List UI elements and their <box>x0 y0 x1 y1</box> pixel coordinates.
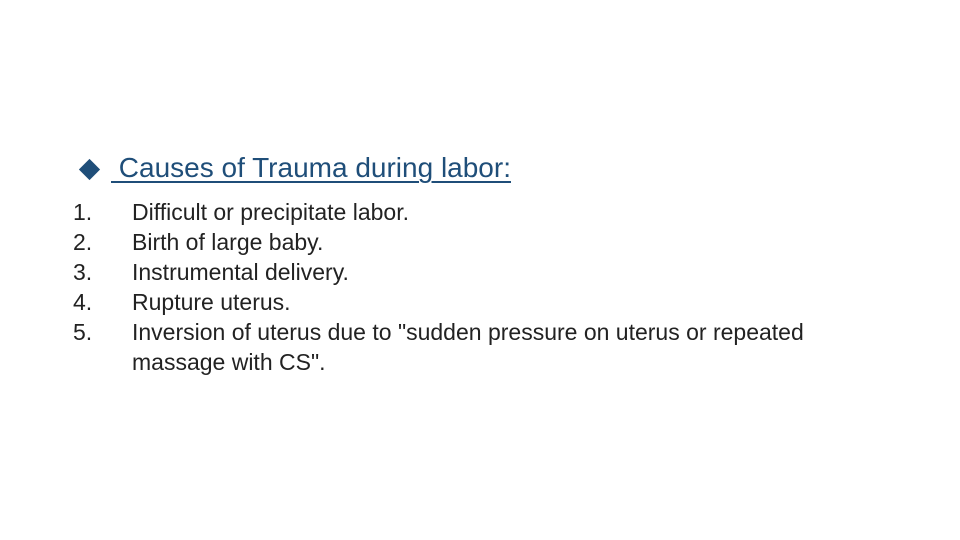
list-item <box>73 227 913 257</box>
list-item <box>73 287 913 317</box>
list-item-number: 5. <box>73 319 93 345</box>
diamond-bullet-icon <box>79 158 100 179</box>
heading-text: Causes of Trauma during labor: <box>111 152 511 183</box>
list-item-number: 4. <box>73 289 93 315</box>
list-item-number: 2. <box>73 229 93 255</box>
list-item-number: 3. <box>73 259 93 285</box>
list-item-text: Birth of large baby. <box>132 229 324 255</box>
list-item <box>73 257 913 287</box>
list-item-text: Instrumental delivery. <box>132 259 349 285</box>
list-item-text: Rupture uterus. <box>132 289 291 315</box>
list-item-text: Difficult or precipitate labor. <box>132 199 409 225</box>
section-heading <box>78 150 511 186</box>
list-item <box>73 317 913 377</box>
list-item-number: 1. <box>73 199 93 225</box>
list-item-text: Inversion of uterus due to "sudden pressure on uterus or repeated massage with CS". <box>132 319 804 375</box>
list-item <box>73 197 913 227</box>
causes-list <box>73 197 913 377</box>
